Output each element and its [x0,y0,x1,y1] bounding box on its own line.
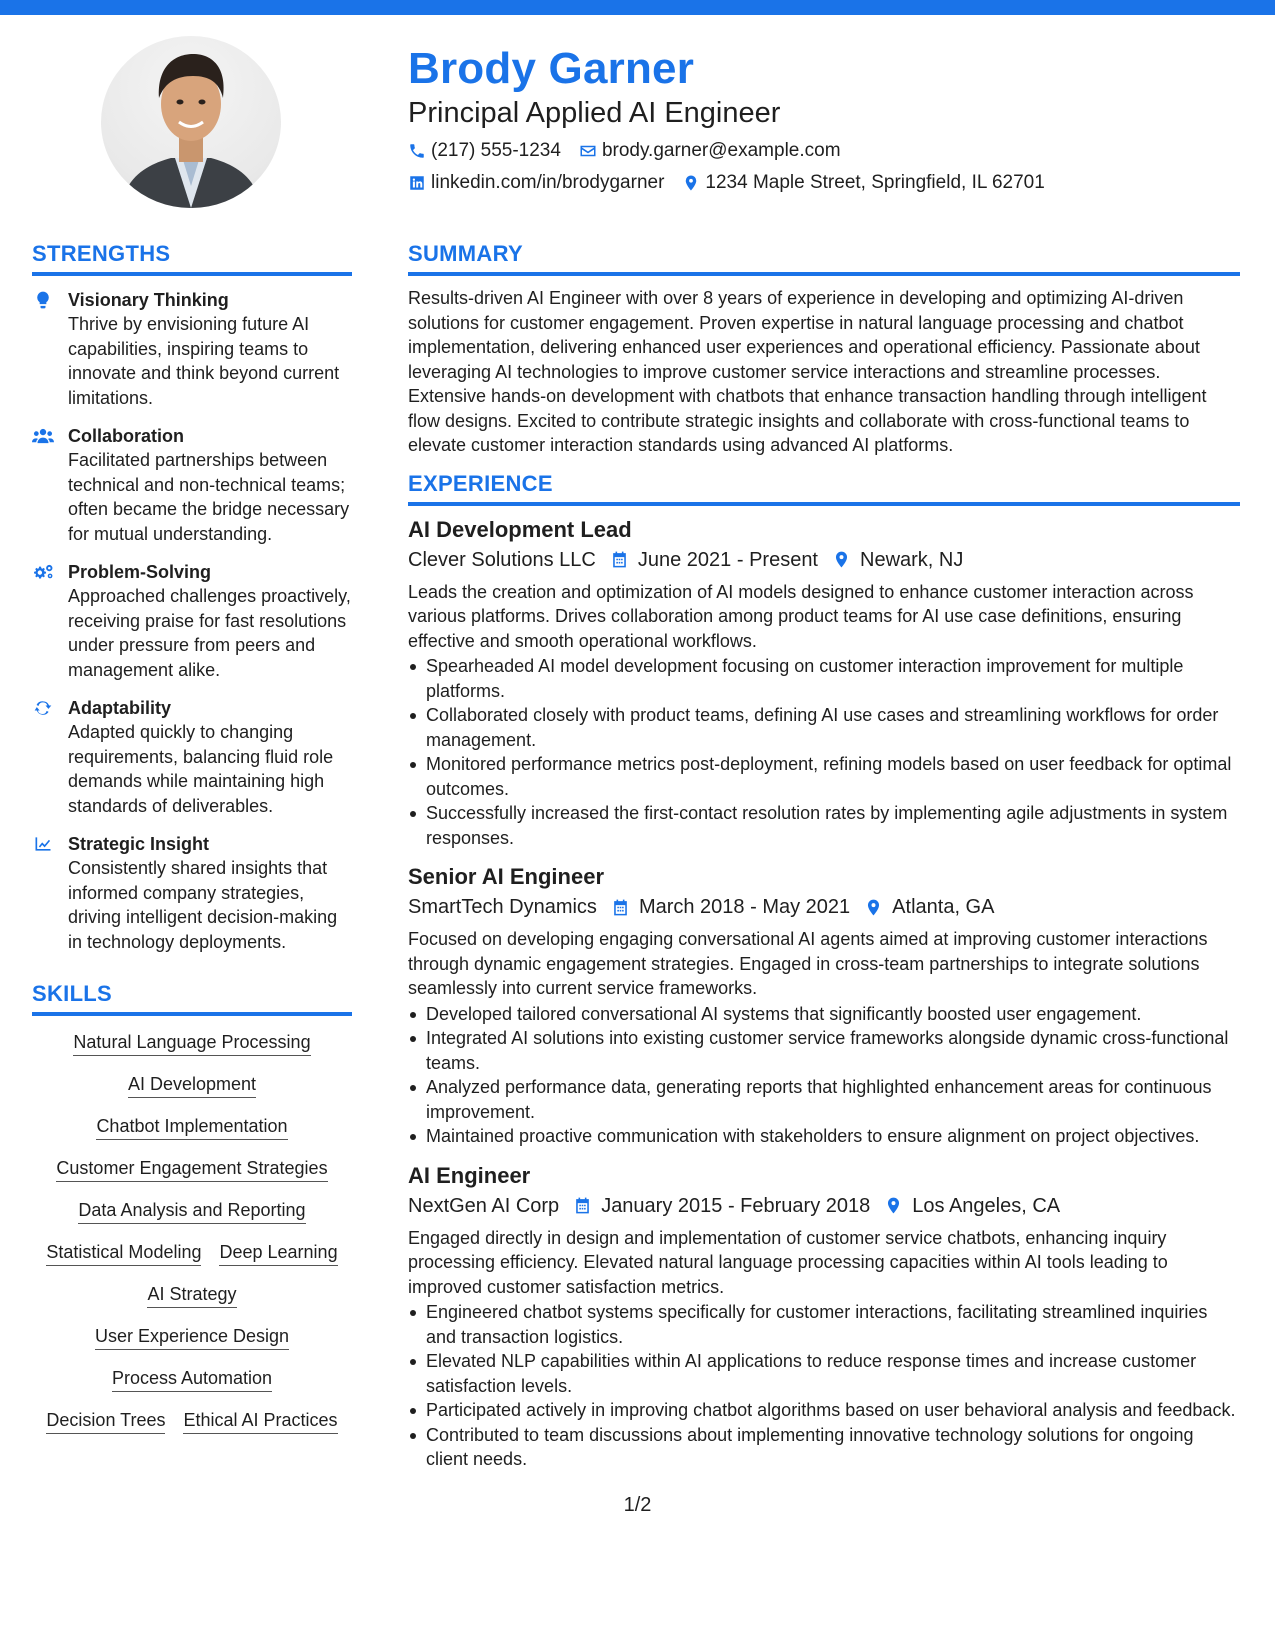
map-pin-icon [832,550,851,569]
job-location: Newark, NJ [860,548,964,571]
skill-tag: Decision Trees [46,1408,165,1434]
phone-text[interactable]: (217) 555-1234 [431,140,561,161]
skill-row [32,1156,352,1182]
job-bullets [408,1002,1240,1149]
email-link[interactable]: brody.garner@example.com [601,140,841,161]
phone-item [408,140,561,162]
candidate-name: Brody Garner [408,44,695,93]
candidate-title: Principal Applied AI Engineer [408,97,781,129]
gears-icon [32,560,68,682]
skill-tag: User Experience Design [95,1324,289,1350]
bullet-item: Monitored performance metrics post-deployment, refining models based on user feedback for optimal outcomes. [408,752,1240,801]
strength-item [32,560,352,682]
skill-tag: Natural Language Processing [73,1030,310,1056]
strength-item [32,424,352,546]
job-entry [408,516,1240,851]
strength-desc: Facilitated partnerships between technical and non-technical teams; often became the bridge necessary for mutual understanding. [68,450,350,544]
contact-row-2 [408,172,1238,194]
bullet-item: Elevated NLP capabilities within AI applications to reduce response times and increase customer satisfaction levels. [408,1349,1240,1398]
strength-item [32,832,352,954]
linkedin-icon [408,174,426,192]
job-location-item [884,1192,1060,1220]
lightbulb-icon [32,288,68,410]
strength-title: Problem-Solving [68,562,212,582]
job-location-item [832,546,963,574]
job-description: Engaged directly in design and implementation of customer service chatbots, enhancing inquiry processing efficiency. Elevated natural language processing capacities within AI tools leading to improved customer satisfaction metrics. [408,1227,1168,1297]
map-pin-icon [884,1196,903,1215]
job-location: Atlanta, GA [892,896,995,918]
skill-row [32,1408,352,1434]
skill-row [32,1324,352,1350]
job-title: Senior AI Engineer [408,864,605,889]
skill-tag: Process Automation [112,1366,272,1392]
email-item [579,140,841,162]
job-meta [408,1192,1240,1220]
experience-heading: EXPERIENCE [408,470,1240,506]
bullet-item: Maintained proactive communication with stakeholders to ensure alignment on project objectives. [408,1124,1240,1149]
address-item [682,172,1044,194]
job-entry [408,863,1240,1149]
map-pin-icon [682,174,700,192]
skill-tag: Chatbot Implementation [96,1114,287,1140]
strength-desc: Adapted quickly to changing requirements, balancing fluid role demands while maintaining high standards of deliverables. [68,722,334,816]
strength-title: Collaboration [68,426,184,446]
strength-item [32,288,352,410]
job-dates-item [573,1192,870,1220]
skills-heading: SKILLS [32,980,352,1016]
job-dates-item [610,546,818,574]
strength-body [68,424,352,546]
job-meta [408,546,1240,574]
summary-heading: SUMMARY [408,240,1240,276]
job-company: SmartTech Dynamics [408,896,597,918]
left-column [32,240,352,1450]
address-text: 1234 Maple Street, Springfield, IL 62701 [705,172,1045,193]
skill-row [32,1030,352,1056]
skills-list [32,1030,352,1450]
skill-row [32,1114,352,1140]
skill-row [32,1198,352,1224]
strengths-list [32,288,352,954]
job-description: Focused on developing engaging conversational AI agents aimed at improving customer interactions through dynamic engagement strategies. Engaged in cross-team partnerships to integrate solutions seamlessly into current service frameworks. [408,929,1208,998]
bullet-item: Participated actively in improving chatbot algorithms based on user behavioral analysis and feedback. [408,1398,1240,1423]
header [408,42,1238,194]
skill-row [32,1072,352,1098]
summary-text: Results-driven AI Engineer with over 8 years of experience in developing and optimizing AI-driven solutions for customer engagement. Proven expertise in natural language processing and chatbot implementation, delivering enhanced user experiences and operational efficiency. Passionate about leveraging AI technologies to improve customer service interactions and streamline processes. Extensive hands-on development with chatbots that enhance transaction handling through intelligent flow designs. Excited to contribute strategic insights and collaborate with cross-functional teams to elevate customer interaction standards using advanced AI platforms. [408,288,1207,455]
skill-tag: Statistical Modeling [46,1240,201,1266]
strength-body [68,696,352,818]
job-bullets [408,654,1240,850]
strength-title: Strategic Insight [68,834,210,854]
skill-tag: Ethical AI Practices [183,1408,337,1434]
person-avatar-icon [101,36,281,208]
bullet-item: Spearheaded AI model development focusing on customer interaction improvement for multiple platforms. [408,654,1240,703]
users-icon [32,424,68,546]
job-bullets [408,1300,1240,1472]
strength-item [32,696,352,818]
skill-tag: AI Strategy [147,1282,236,1308]
skill-tag: Deep Learning [219,1240,337,1266]
job-location: Los Angeles, CA [912,1194,1061,1217]
bullet-item: Collaborated closely with product teams, defining AI use cases and streamlining workflows for order management. [408,703,1240,752]
calendar-icon [611,898,630,917]
job-dates: June 2021 - Present [637,548,818,571]
bullet-item: Developed tailored conversational AI systems that significantly boosted user engagement. [408,1002,1240,1027]
sync-icon [32,696,68,818]
strength-desc: Thrive by envisioning future AI capabilities, inspiring teams to innovate and think beyond current limitations. [68,314,340,408]
chart-line-icon [32,832,68,954]
job-description: Leads the creation and optimization of AI models designed to enhance customer interaction across various platforms. Drives collaboration among product teams for AI use case definitions, ensuring effective and smooth operational workflows. [408,581,1194,651]
bullet-item: Engineered chatbot systems specifically for customer interactions, facilitating streamlined inquiries and transaction logistics. [408,1300,1240,1349]
strength-body [68,832,352,954]
bullet-item: Analyzed performance data, generating reports that highlighted enhancement areas for continuous improvement. [408,1075,1240,1124]
skill-row [32,1240,352,1266]
profile-photo [101,36,281,208]
bullet-item: Contributed to team discussions about implementing innovative technology solutions for ongoing client needs. [408,1423,1240,1472]
linkedin-item [408,172,664,194]
strength-body [68,288,352,410]
skill-tag: AI Development [128,1072,256,1098]
bullet-item: Successfully increased the first-contact resolution rates by implementing agile adjustments in system responses. [408,801,1240,850]
skill-tag: Customer Engagement Strategies [56,1156,327,1182]
envelope-icon [579,142,597,160]
job-company: NextGen AI Corp [408,1194,560,1217]
linkedin-link[interactable]: linkedin.com/in/brodygarner [431,172,665,193]
skill-tag: Data Analysis and Reporting [78,1198,305,1224]
job-dates-item [611,893,850,921]
strength-title: Visionary Thinking [68,290,229,310]
page-number: 1/2 [623,1494,652,1516]
strength-desc: Approached challenges proactively, receiving praise for fast resolutions under pressure from peers and management alike. [68,586,351,680]
job-location-item [864,893,994,921]
phone-icon [408,142,426,160]
skill-row [32,1282,352,1308]
strengths-heading: STRENGTHS [32,240,352,276]
job-entry [408,1162,1240,1472]
job-title: AI Development Lead [408,516,632,542]
skill-row [32,1366,352,1392]
strength-body [68,560,352,682]
contact-row-1 [408,140,1238,162]
strength-title: Adaptability [68,698,172,718]
job-dates: March 2018 - May 2021 [638,896,851,918]
right-column [408,240,1240,1472]
top-accent-bar [0,0,1275,15]
job-meta [408,893,1240,921]
map-pin-icon [864,898,883,917]
strength-desc: Consistently shared insights that informed company strategies, driving intelligent decision-making in technology deployments. [68,858,338,952]
job-dates: January 2015 - February 2018 [601,1194,871,1217]
calendar-icon [573,1196,592,1215]
job-company: Clever Solutions LLC [408,548,596,571]
job-title: AI Engineer [408,1162,531,1188]
bullet-item: Integrated AI solutions into existing customer service frameworks alongside dynamic cross-functional teams. [408,1026,1240,1075]
calendar-icon [610,550,629,569]
